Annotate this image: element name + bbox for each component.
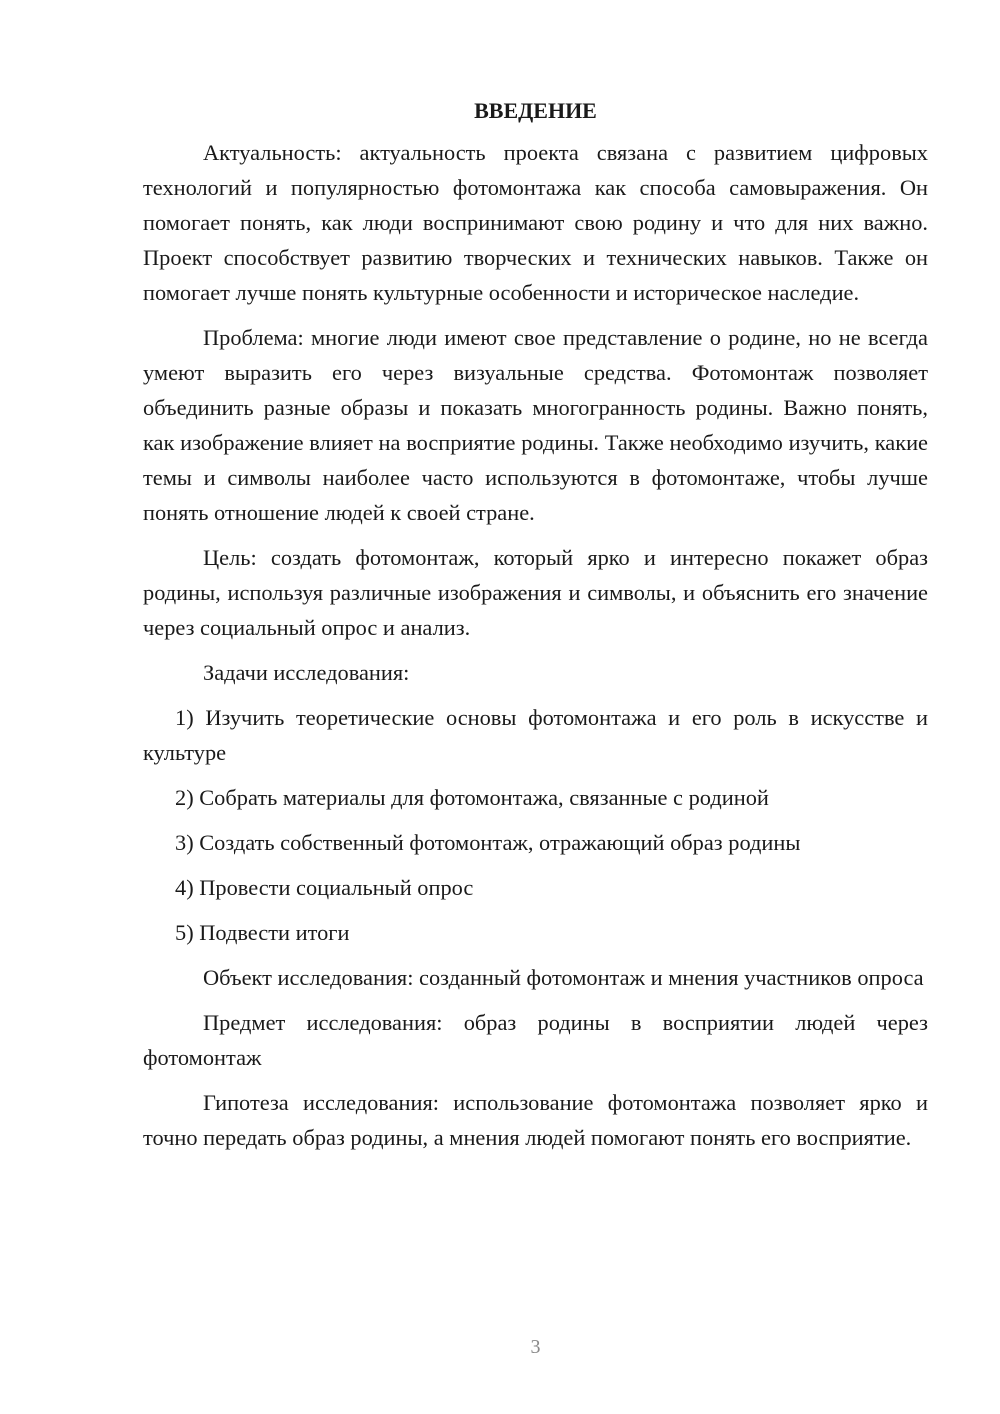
task-item-2: 2) Собрать материалы для фотомонтажа, связанные с родиной: [175, 785, 769, 810]
task-item-5: 5) Подвести итоги: [175, 920, 350, 945]
relevance-paragraph: Актуальность: актуальность проекта связана с развитием цифровых технологий и популярностью фотомонтажа как способа самовыражения. Он помогает понять, как люди воспринимают свою родину и что для них важно. Проект способствует развитию творческих и технических навыков. Также он помогает лучше понять культурные особенности и историческое наследие.: [143, 140, 928, 305]
page-content: [143, 93, 928, 1165]
goal-paragraph: Цель: создать фотомонтаж, который ярко и интересно покажет образ родины, используя различные изображения и символы, и объяснить его значение через социальный опрос и анализ.: [143, 545, 928, 640]
task-item-1: 1) Изучить теоретические основы фотомонтажа и его роль в искусстве и культуре: [143, 705, 928, 765]
problem-paragraph: Проблема: многие люди имеют свое представление о родине, но не всегда умеют выразить его через визуальные средства. Фотомонтаж позволяет объединить разные образы и показать многогранность родины. Важно понять, как изображение влияет на восприятие родины. Также необходимо изучить, какие темы и символы наиболее часто используются в фотомонтаже, чтобы лучше понять отношение людей к своей стране.: [143, 325, 928, 525]
subject-paragraph: Предмет исследования: образ родины в восприятии людей через фотомонтаж: [143, 1010, 928, 1070]
section-heading: ВВЕДЕНИЕ: [474, 98, 597, 123]
tasks-intro: Задачи исследования:: [203, 660, 410, 685]
task-item-3: 3) Создать собственный фотомонтаж, отражающий образ родины: [175, 830, 801, 855]
task-item-4: 4) Провести социальный опрос: [175, 875, 474, 900]
hypothesis-paragraph: Гипотеза исследования: использование фотомонтажа позволяет ярко и точно передать образ родины, а мнения людей помогают понять его восприятие.: [143, 1090, 928, 1150]
object-paragraph: Объект исследования: созданный фотомонтаж и мнения участников опроса: [203, 965, 924, 990]
page-number: 3: [530, 1336, 541, 1358]
